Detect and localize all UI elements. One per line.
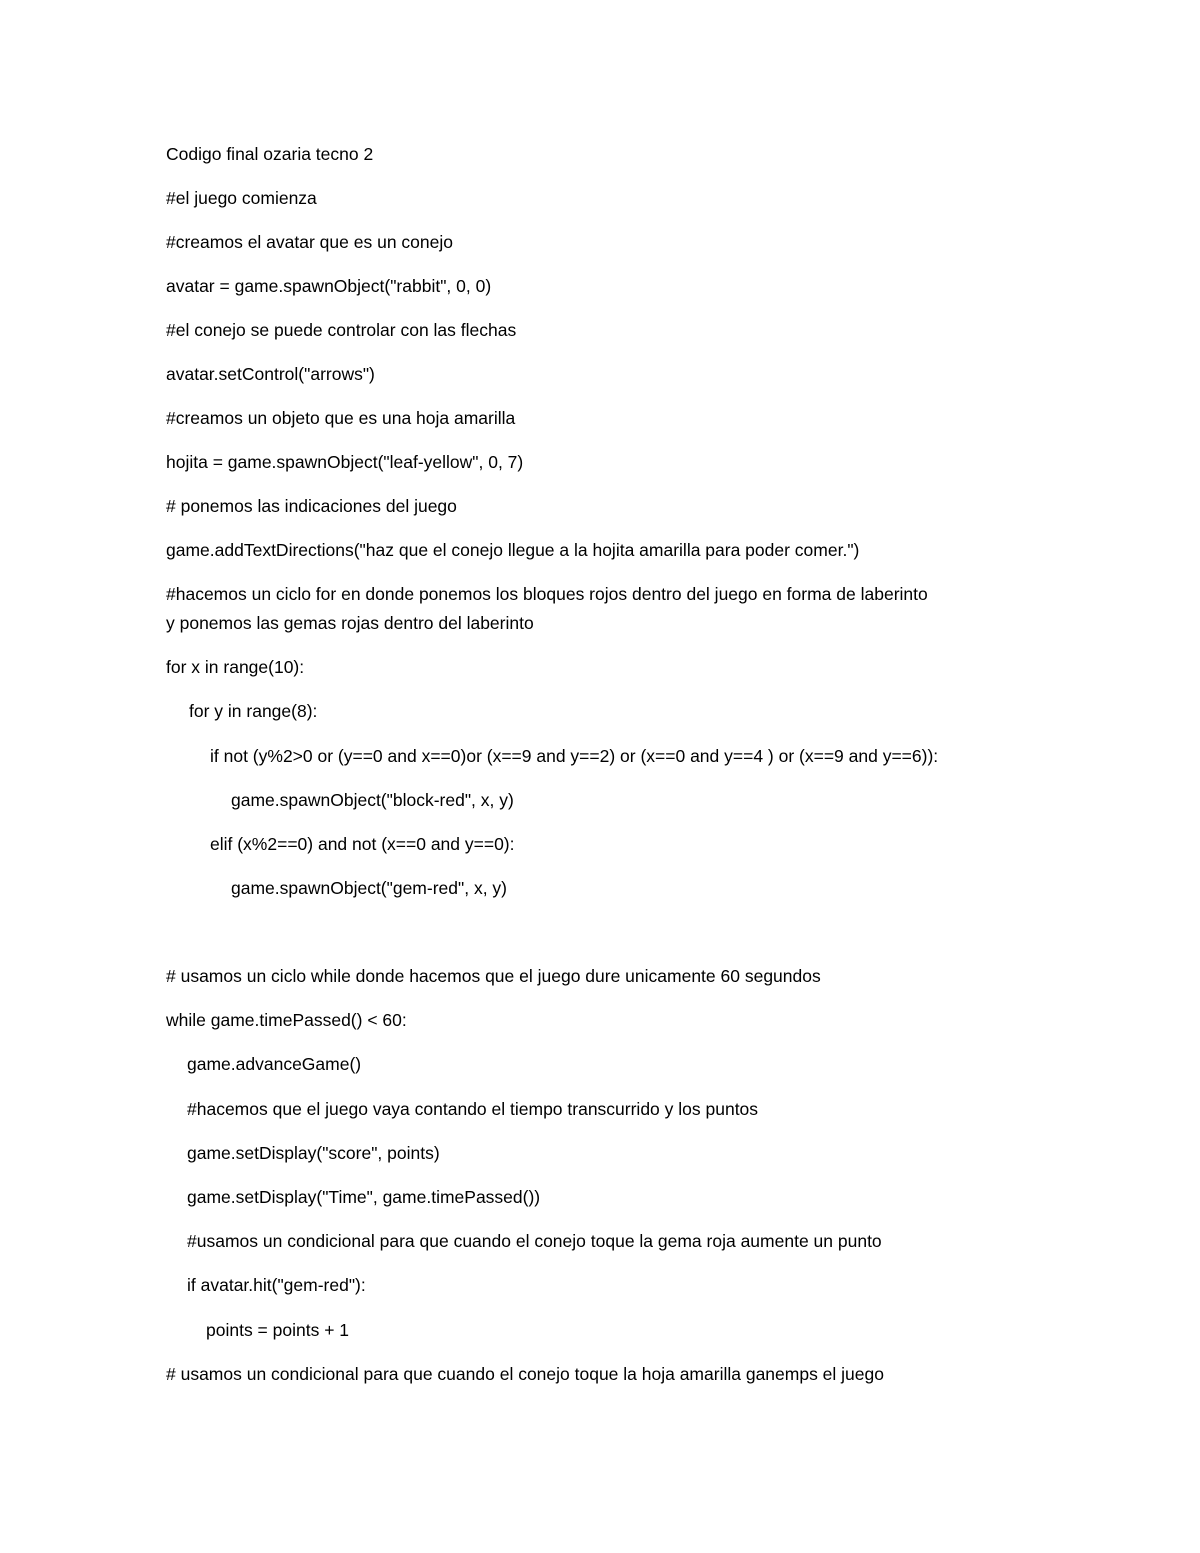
code-line: for y in range(8): bbox=[189, 701, 318, 721]
code-line: game.advanceGame() bbox=[187, 1054, 362, 1074]
code-comment: #creamos el avatar que es un conejo bbox=[166, 232, 453, 252]
code-line: if not (y%2>0 or (y==0 and x==0)or (x==9 and y==2) or (x==0 and y==4 ) or (x==9 and y==6)): bbox=[210, 746, 939, 766]
code-line: game.spawnObject("gem-red", x, y) bbox=[231, 878, 507, 898]
code-comment: #el conejo se puede controlar con las flechas bbox=[166, 320, 517, 340]
code-comment: #hacemos que el juego vaya contando el tiempo transcurrido y los puntos bbox=[187, 1099, 759, 1119]
code-line: avatar.setControl("arrows") bbox=[166, 364, 375, 384]
code-comment: # usamos un condicional para que cuando el conejo toque la hoja amarilla ganemps el juego bbox=[166, 1364, 884, 1384]
code-line: game.setDisplay("Time", game.timePassed()) bbox=[187, 1187, 541, 1207]
code-comment: #creamos un objeto que es una hoja amarilla bbox=[166, 408, 516, 428]
code-line: while game.timePassed() < 60: bbox=[166, 1010, 407, 1030]
document-title: Codigo final ozaria tecno 2 bbox=[166, 144, 374, 164]
code-comment: # usamos un ciclo while donde hacemos que el juego dure unicamente 60 segundos bbox=[166, 966, 821, 986]
code-line: for x in range(10): bbox=[166, 657, 305, 677]
code-comment: y ponemos las gemas rojas dentro del laberinto bbox=[166, 613, 534, 633]
code-line: avatar = game.spawnObject("rabbit", 0, 0) bbox=[166, 276, 492, 296]
code-comment: #el juego comienza bbox=[166, 188, 317, 208]
code-line: game.spawnObject("block-red", x, y) bbox=[231, 790, 514, 810]
code-comment: #hacemos un ciclo for en donde ponemos los bloques rojos dentro del juego en forma de laberinto bbox=[166, 584, 928, 604]
code-comment: # ponemos las indicaciones del juego bbox=[166, 496, 457, 516]
code-comment: #usamos un condicional para que cuando el conejo toque la gema roja aumente un punto bbox=[187, 1231, 882, 1251]
code-line: game.setDisplay("score", points) bbox=[187, 1143, 440, 1163]
code-line: points = points + 1 bbox=[206, 1320, 350, 1340]
code-line: hojita = game.spawnObject("leaf-yellow", 0, 7) bbox=[166, 452, 524, 472]
code-line: if avatar.hit("gem-red"): bbox=[187, 1275, 366, 1295]
code-line: elif (x%2==0) and not (x==0 and y==0): bbox=[210, 834, 515, 854]
code-line: game.addTextDirections("haz que el conejo llegue a la hojita amarilla para poder comer.") bbox=[166, 540, 860, 560]
